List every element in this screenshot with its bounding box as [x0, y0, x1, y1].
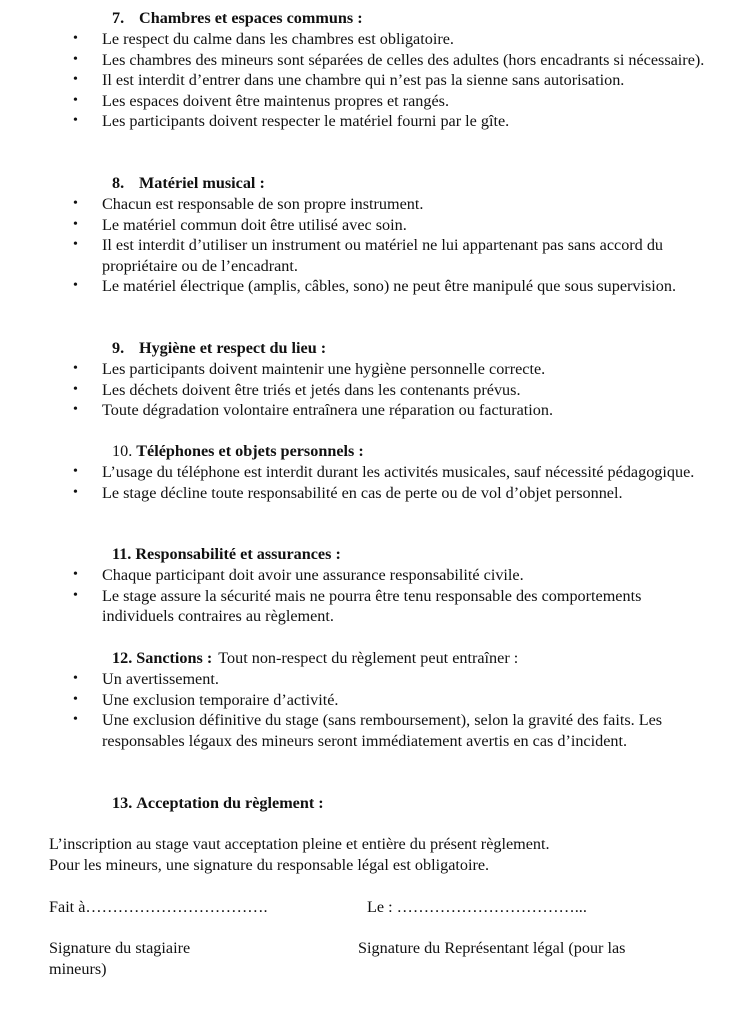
bullet-icon: • [73, 484, 78, 500]
bullet-icon: • [73, 278, 78, 294]
trainee-signature-label: Signature du stagiaire mineurs) [49, 939, 191, 978]
section-number: 10. [112, 442, 133, 460]
section-number: 11. [112, 545, 132, 563]
list-item: • Le stage assure la sécurité mais ne pourra être tenu responsable des comportements individuels contraires au règlement. [73, 586, 642, 626]
list-item: • Le respect du calme dans les chambres est obligatoire. [73, 30, 454, 48]
section-title: Téléphones et objets personnels : [136, 442, 364, 460]
bullet-icon: • [73, 72, 78, 88]
section-number: 7. [112, 9, 125, 27]
section-number: 13. [112, 794, 133, 812]
list-item: • Les participants doivent maintenir une hygiène personnelle correcte. [73, 360, 546, 378]
guardian-signature-label-continuation: mineurs) [49, 959, 107, 978]
guardian-signature-label: Signature du Représentant légal (pour las [358, 939, 626, 957]
bullet-icon: • [73, 361, 78, 376]
section-10-heading [112, 441, 364, 462]
list-item: • Les déchets doivent être triés et jetés dans les contenants prévus. [73, 380, 521, 399]
section-title: Chambres et espaces communs : [139, 9, 363, 27]
section-11-heading [112, 544, 341, 565]
list-item: • Chaque participant doit avoir une assurance responsabilité civile. [73, 566, 524, 584]
section-title: Responsabilité et assurances : [135, 545, 341, 563]
section-11-list [0, 565, 745, 627]
bullet-icon: • [73, 671, 78, 686]
list-item: • Le matériel électrique (amplis, câbles, sono) ne peut être manipulé que sous supervision. [73, 277, 677, 296]
section-title: Hygiène et respect du lieu : [139, 339, 327, 357]
bullet-icon: • [73, 51, 78, 67]
bullet-icon: • [73, 381, 78, 397]
section-title: Acceptation du règlement : [136, 794, 324, 812]
list-item: • Une exclusion définitive du stage (sans remboursement), selon la gravité des faits. Les responsables légaux des mineurs seront immédiatement avertis en cas d’incident. [73, 711, 663, 750]
section-9-heading [112, 338, 326, 359]
list-item: • Le stage décline toute responsabilité en cas de perte ou de vol d’objet personnel. [73, 483, 623, 502]
section-8-heading [112, 173, 265, 194]
section-number: 12. [112, 649, 133, 667]
section-intro-text: Tout non-respect du règlement peut entraîner : [218, 649, 519, 667]
bullet-icon: • [73, 587, 78, 603]
bullet-icon: • [73, 31, 78, 46]
section-10-list [0, 462, 745, 503]
list-item: • Il est interdit d’utiliser un instrument ou matériel ne lui appartenant pas sans accord du propriétaire ou de l’encadrant. [73, 236, 664, 275]
bullet-icon: • [73, 196, 78, 211]
section-9-list [0, 359, 745, 421]
section-title: Matériel musical : [139, 174, 265, 192]
section-13-heading [112, 793, 324, 814]
bullet-icon: • [73, 712, 78, 728]
section-8-list [0, 194, 745, 297]
bullet-icon: • [73, 237, 78, 253]
section-12-heading [112, 648, 518, 669]
bullet-icon: • [73, 691, 78, 707]
list-item: • Le matériel commun doit être utilisé avec soin. [73, 215, 407, 234]
list-item: • Une exclusion temporaire d’activité. [73, 690, 339, 709]
bullet-icon: • [73, 113, 78, 129]
list-item: • Il est interdit d’entrer dans une chambre qui n’est pas la sienne sans autorisation. [73, 71, 625, 90]
section-number: 9. [112, 339, 125, 357]
list-item: • Un avertissement. [73, 670, 219, 688]
date-field[interactable]: Le : ……………………………... [367, 898, 587, 916]
section-12-list [0, 669, 745, 751]
bullet-icon: • [73, 92, 78, 108]
bullet-icon: • [73, 464, 78, 479]
acceptance-line-1: L’inscription au stage vaut acceptation pleine et entière du présent règlement. [49, 835, 550, 853]
section-title: Sanctions : [136, 649, 213, 667]
bullet-icon: • [73, 216, 78, 232]
list-item: • Les chambres des mineurs sont séparées de celles des adultes (hors encadrants si nécessaire). [73, 50, 705, 69]
section-7-list [0, 29, 745, 132]
list-item: • Les participants doivent respecter le matériel fourni par le gîte. [73, 112, 510, 131]
bullet-icon: • [73, 402, 78, 418]
section-7-heading [112, 8, 363, 29]
bullet-icon: • [73, 567, 78, 582]
list-item: • Toute dégradation volontaire entraînera une réparation ou facturation. [73, 401, 554, 420]
section-number: 8. [112, 174, 125, 192]
acceptance-line-2: Pour les mineurs, une signature du responsable légal est obligatoire. [49, 856, 490, 874]
list-item: • L’usage du téléphone est interdit durant les activités musicales, sauf nécessité pédagogique. [73, 463, 695, 481]
list-item: • Chacun est responsable de son propre instrument. [73, 195, 424, 213]
place-field[interactable]: Fait à……………………………. [49, 898, 268, 916]
list-item: • Les espaces doivent être maintenus propres et rangés. [73, 91, 450, 110]
